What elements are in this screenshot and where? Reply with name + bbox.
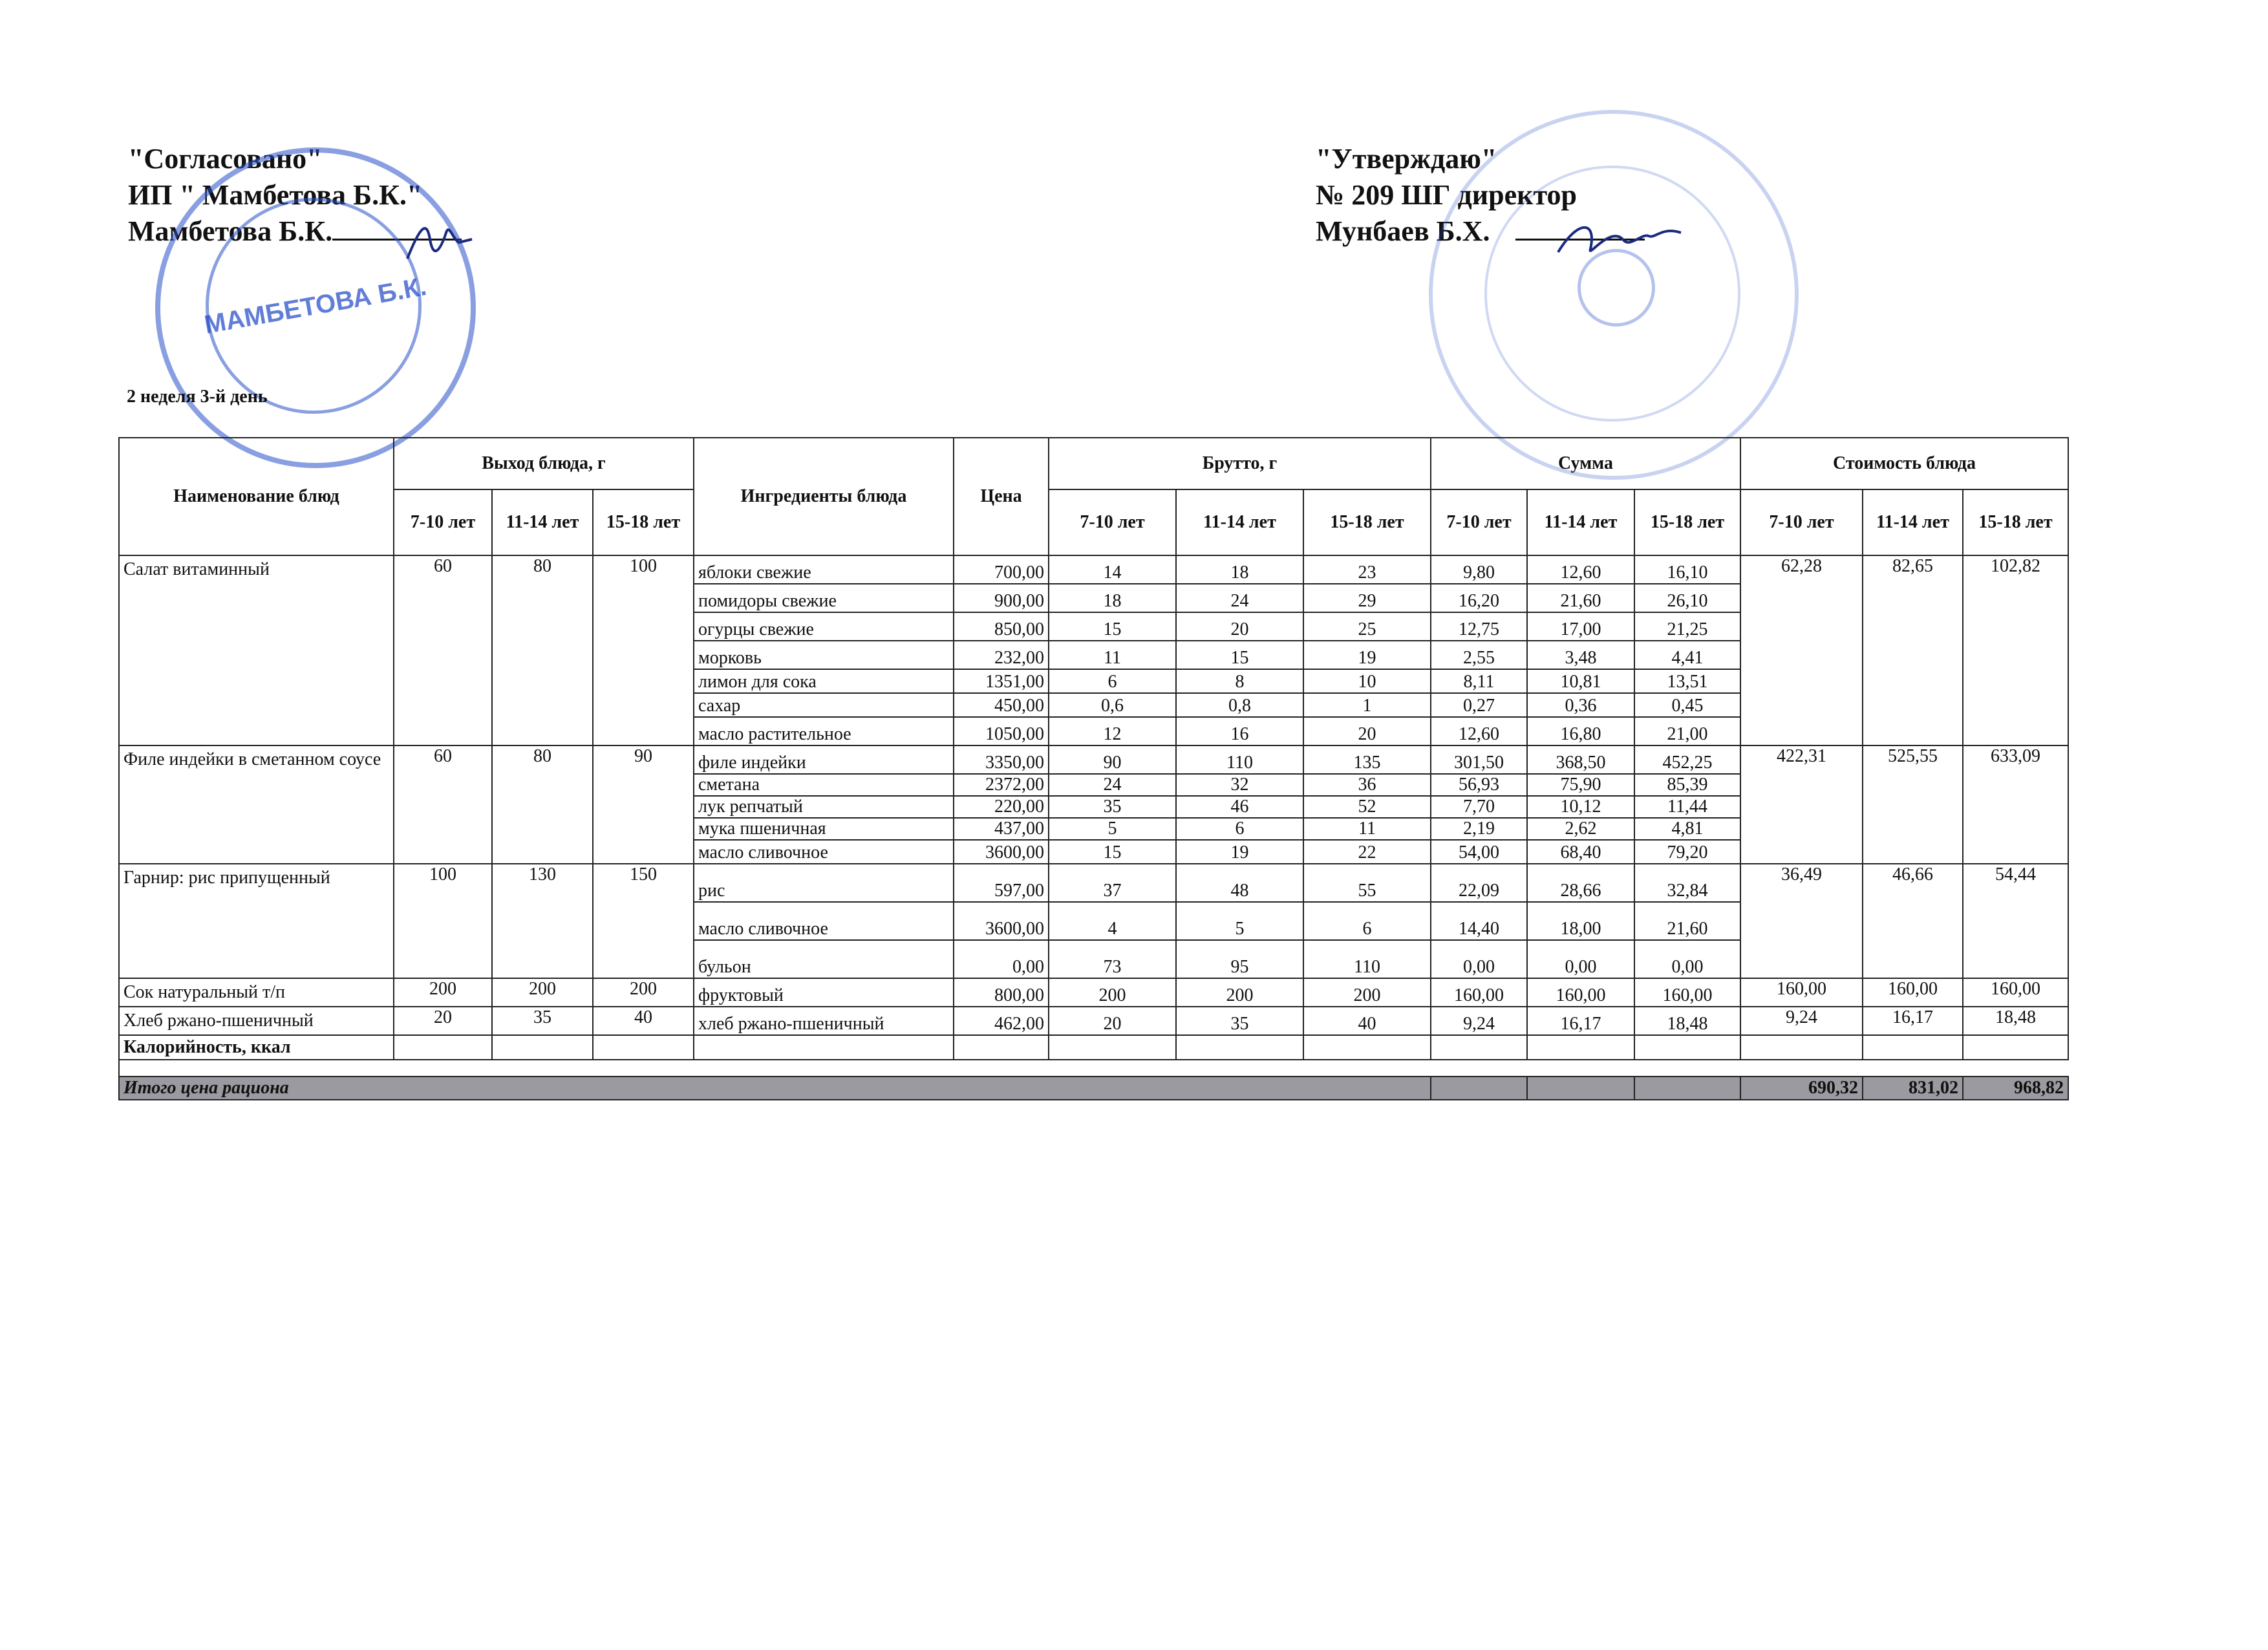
empty-cell <box>492 1035 593 1060</box>
ingredient-gross: 40 <box>1303 1007 1431 1035</box>
dish-cost: 54,44 <box>1963 864 2068 978</box>
dish-cost: 36,49 <box>1740 864 1863 978</box>
ingredient-sum: 21,60 <box>1634 902 1740 940</box>
ingredient-price: 597,00 <box>954 864 1049 902</box>
approval-left-signer-name: Мамбетова Б.К. <box>128 215 333 247</box>
approval-right-signer-name: Мунбаев Б.Х. <box>1316 215 1490 247</box>
header-row-1 <box>119 438 2068 489</box>
table-row <box>119 745 2068 774</box>
ingredient-gross: 16 <box>1176 717 1303 745</box>
header-age: 11-14 лет <box>1527 489 1634 555</box>
ingredient-gross: 95 <box>1176 940 1303 978</box>
dish-yield: 80 <box>492 745 593 864</box>
ingredient-sum: 75,90 <box>1527 774 1634 796</box>
header-age: 7-10 лет <box>1740 489 1863 555</box>
week-day-label: 2 неделя 3-й день <box>127 387 268 407</box>
ingredient-price: 1050,00 <box>954 717 1049 745</box>
ingredient-sum: 21,00 <box>1634 717 1740 745</box>
ingredient-sum: 368,50 <box>1527 745 1634 774</box>
header-gross: Брутто, г <box>1049 438 1431 489</box>
empty-cell <box>1431 1077 1527 1100</box>
total-label: Итого цена рациона <box>119 1077 1431 1100</box>
empty-cell <box>1863 1060 1963 1077</box>
ingredient-gross: 35 <box>1049 796 1176 818</box>
ingredient-name: лимон для сока <box>694 669 954 693</box>
ingredient-sum: 12,60 <box>1527 555 1634 584</box>
spacer-row <box>119 1060 2068 1077</box>
empty-cell <box>1176 1035 1303 1060</box>
ingredient-sum: 21,60 <box>1527 584 1634 612</box>
ingredient-sum: 7,70 <box>1431 796 1527 818</box>
ingredient-gross: 8 <box>1176 669 1303 693</box>
dish-cost: 160,00 <box>1863 978 1963 1007</box>
ingredient-gross: 4 <box>1049 902 1176 940</box>
ingredient-gross: 48 <box>1176 864 1303 902</box>
header-age: 11-14 лет <box>492 489 593 555</box>
ingredient-gross: 15 <box>1049 840 1176 864</box>
ingredient-gross: 18 <box>1176 555 1303 584</box>
ingredient-price: 900,00 <box>954 584 1049 612</box>
empty-cell <box>1431 1035 1527 1060</box>
ingredient-price: 3350,00 <box>954 745 1049 774</box>
ingredient-gross: 12 <box>1049 717 1176 745</box>
ingredient-name: хлеб ржано-пшеничный <box>694 1007 954 1035</box>
ingredient-gross: 18 <box>1049 584 1176 612</box>
ingredient-sum: 16,17 <box>1527 1007 1634 1035</box>
ingredient-price: 850,00 <box>954 612 1049 641</box>
total-value: 831,02 <box>1863 1077 1963 1100</box>
ingredient-price: 0,00 <box>954 940 1049 978</box>
dish-cost: 160,00 <box>1963 978 2068 1007</box>
dish-yield: 200 <box>492 978 593 1007</box>
total-value: 690,32 <box>1740 1077 1863 1100</box>
ingredient-price: 450,00 <box>954 693 1049 717</box>
ingredient-name: масло растительное <box>694 717 954 745</box>
ingredient-gross: 200 <box>1049 978 1176 1007</box>
empty-cell <box>593 1035 694 1060</box>
ingredient-gross: 90 <box>1049 745 1176 774</box>
dish-yield: 200 <box>394 978 492 1007</box>
dish-cost: 18,48 <box>1963 1007 2068 1035</box>
ingredient-gross: 35 <box>1176 1007 1303 1035</box>
ingredient-name: сметана <box>694 774 954 796</box>
empty-cell <box>954 1035 1049 1060</box>
menu-table <box>118 437 2069 1100</box>
ingredient-name: масло сливочное <box>694 840 954 864</box>
empty-cell <box>1049 1035 1176 1060</box>
header-age: 7-10 лет <box>1049 489 1176 555</box>
ingredient-gross: 15 <box>1176 641 1303 669</box>
ingredient-price: 462,00 <box>954 1007 1049 1035</box>
ingredient-gross: 73 <box>1049 940 1176 978</box>
ingredient-sum: 13,51 <box>1634 669 1740 693</box>
signature-left <box>401 213 478 272</box>
ingredient-gross: 55 <box>1303 864 1431 902</box>
header-age: 7-10 лет <box>1431 489 1527 555</box>
ingredient-sum: 10,12 <box>1527 796 1634 818</box>
dish-yield: 150 <box>593 864 694 978</box>
ingredient-gross: 5 <box>1176 902 1303 940</box>
header-sum: Сумма <box>1431 438 1740 489</box>
header-dish-cost: Стоимость блюда <box>1740 438 2068 489</box>
table-row <box>119 978 2068 1007</box>
header-price: Цена <box>954 438 1049 555</box>
ingredient-sum: 0,00 <box>1431 940 1527 978</box>
ingredient-price: 232,00 <box>954 641 1049 669</box>
dish-cost: 16,17 <box>1863 1007 1963 1035</box>
empty-cell <box>1634 1077 1740 1100</box>
ingredient-gross: 11 <box>1303 818 1431 840</box>
ingredient-sum: 56,93 <box>1431 774 1527 796</box>
ingredient-sum: 160,00 <box>1431 978 1527 1007</box>
table-row <box>119 864 2068 902</box>
dish-yield: 60 <box>394 745 492 864</box>
empty-cell <box>1740 1060 1863 1077</box>
ingredient-sum: 301,50 <box>1431 745 1527 774</box>
empty-cell <box>1527 1077 1634 1100</box>
seal-stamp-left <box>155 147 476 468</box>
ingredient-sum: 26,10 <box>1634 584 1740 612</box>
ingredient-name: фруктовый <box>694 978 954 1007</box>
ingredient-gross: 11 <box>1049 641 1176 669</box>
ingredient-price: 700,00 <box>954 555 1049 584</box>
ingredient-sum: 0,00 <box>1634 940 1740 978</box>
dish-cost: 102,82 <box>1963 555 2068 745</box>
header-age: 15-18 лет <box>1963 489 2068 555</box>
header-age: 11-14 лет <box>1176 489 1303 555</box>
menu-table-body <box>119 555 2068 1100</box>
ingredient-name: мука пшеничная <box>694 818 954 840</box>
header-age: 11-14 лет <box>1863 489 1963 555</box>
ingredient-price: 437,00 <box>954 818 1049 840</box>
approval-right-position: № 209 ШГ директор <box>1316 179 1577 211</box>
ingredient-sum: 4,81 <box>1634 818 1740 840</box>
empty-cell <box>694 1035 954 1060</box>
approval-left-title: "Согласовано" <box>128 143 323 175</box>
calories-row <box>119 1035 2068 1060</box>
ingredient-sum: 28,66 <box>1527 864 1634 902</box>
total-row <box>119 1077 2068 1100</box>
ingredient-gross: 10 <box>1303 669 1431 693</box>
empty-cell <box>1303 1035 1431 1060</box>
dish-name: Салат витаминный <box>119 555 394 745</box>
dish-yield: 60 <box>394 555 492 745</box>
ingredient-sum: 11,44 <box>1634 796 1740 818</box>
ingredient-gross: 24 <box>1049 774 1176 796</box>
ingredient-gross: 52 <box>1303 796 1431 818</box>
ingredient-sum: 16,80 <box>1527 717 1634 745</box>
ingredient-gross: 29 <box>1303 584 1431 612</box>
ingredient-sum: 22,09 <box>1431 864 1527 902</box>
empty-cell <box>1634 1035 1740 1060</box>
signature-right <box>1552 213 1694 265</box>
ingredient-sum: 9,24 <box>1431 1007 1527 1035</box>
dish-cost: 62,28 <box>1740 555 1863 745</box>
ingredient-gross: 6 <box>1176 818 1303 840</box>
ingredient-sum: 0,00 <box>1527 940 1634 978</box>
ingredient-sum: 160,00 <box>1634 978 1740 1007</box>
header-ingredients: Ингредиенты блюда <box>694 438 954 555</box>
header-yield: Выход блюда, г <box>394 438 694 489</box>
ingredient-name: рис <box>694 864 954 902</box>
ingredient-sum: 14,40 <box>1431 902 1527 940</box>
ingredient-sum: 85,39 <box>1634 774 1740 796</box>
ingredient-gross: 5 <box>1049 818 1176 840</box>
calories-label: Калорийность, ккал <box>119 1035 394 1060</box>
ingredient-gross: 19 <box>1176 840 1303 864</box>
total-value: 968,82 <box>1963 1077 2068 1100</box>
ingredient-gross: 135 <box>1303 745 1431 774</box>
ingredient-sum: 0,36 <box>1527 693 1634 717</box>
ingredient-sum: 16,10 <box>1634 555 1740 584</box>
ingredient-sum: 12,75 <box>1431 612 1527 641</box>
dish-yield: 20 <box>394 1007 492 1035</box>
ingredient-price: 3600,00 <box>954 902 1049 940</box>
ingredient-price: 800,00 <box>954 978 1049 1007</box>
empty-cell <box>1863 1035 1963 1060</box>
ingredient-gross: 24 <box>1176 584 1303 612</box>
ingredient-gross: 32 <box>1176 774 1303 796</box>
ingredient-name: масло сливочное <box>694 902 954 940</box>
ingredient-gross: 20 <box>1049 1007 1176 1035</box>
ingredient-sum: 3,48 <box>1527 641 1634 669</box>
empty-cell <box>394 1035 492 1060</box>
dish-cost: 82,65 <box>1863 555 1963 745</box>
ingredient-gross: 200 <box>1176 978 1303 1007</box>
dish-cost: 46,66 <box>1863 864 1963 978</box>
ingredient-sum: 9,80 <box>1431 555 1527 584</box>
ingredient-gross: 19 <box>1303 641 1431 669</box>
ingredient-sum: 0,45 <box>1634 693 1740 717</box>
header-row-2 <box>119 489 2068 555</box>
dish-cost: 160,00 <box>1740 978 1863 1007</box>
ingredient-gross: 36 <box>1303 774 1431 796</box>
ingredient-sum: 18,00 <box>1527 902 1634 940</box>
dish-yield: 100 <box>394 864 492 978</box>
ingredient-sum: 8,11 <box>1431 669 1527 693</box>
ingredient-gross: 0,8 <box>1176 693 1303 717</box>
approval-left-org: ИП " Мамбетова Б.К." <box>128 179 423 211</box>
ingredient-sum: 2,55 <box>1431 641 1527 669</box>
empty-cell <box>1963 1035 2068 1060</box>
dish-cost: 525,55 <box>1863 745 1963 864</box>
ingredient-sum: 4,41 <box>1634 641 1740 669</box>
approval-right-title: "Утверждаю" <box>1316 143 1497 175</box>
dish-yield: 100 <box>593 555 694 745</box>
dish-cost: 9,24 <box>1740 1007 1863 1035</box>
ingredient-gross: 110 <box>1176 745 1303 774</box>
ingredient-sum: 12,60 <box>1431 717 1527 745</box>
ingredient-price: 220,00 <box>954 796 1049 818</box>
header-age: 7-10 лет <box>394 489 492 555</box>
ingredient-name: огурцы свежие <box>694 612 954 641</box>
dish-name: Хлеб ржано-пшеничный <box>119 1007 394 1035</box>
ingredient-sum: 32,84 <box>1634 864 1740 902</box>
empty-cell <box>1527 1035 1634 1060</box>
empty-cell <box>1963 1060 2068 1077</box>
ingredient-sum: 16,20 <box>1431 584 1527 612</box>
ingredient-sum: 79,20 <box>1634 840 1740 864</box>
ingredient-sum: 452,25 <box>1634 745 1740 774</box>
ingredient-name: филе индейки <box>694 745 954 774</box>
ingredient-gross: 14 <box>1049 555 1176 584</box>
header-age: 15-18 лет <box>1303 489 1431 555</box>
ingredient-gross: 23 <box>1303 555 1431 584</box>
dish-cost: 633,09 <box>1963 745 2068 864</box>
ingredient-sum: 54,00 <box>1431 840 1527 864</box>
dish-yield: 35 <box>492 1007 593 1035</box>
ingredient-gross: 6 <box>1049 669 1176 693</box>
ingredient-name: яблоки свежие <box>694 555 954 584</box>
ingredient-sum: 0,27 <box>1431 693 1527 717</box>
ingredient-sum: 68,40 <box>1527 840 1634 864</box>
ingredient-price: 1351,00 <box>954 669 1049 693</box>
ingredient-gross: 200 <box>1303 978 1431 1007</box>
table-row <box>119 1007 2068 1035</box>
ingredient-price: 2372,00 <box>954 774 1049 796</box>
header-age: 15-18 лет <box>1634 489 1740 555</box>
ingredient-sum: 2,62 <box>1527 818 1634 840</box>
ingredient-price: 3600,00 <box>954 840 1049 864</box>
table-row <box>119 555 2068 584</box>
ingredient-gross: 20 <box>1176 612 1303 641</box>
ingredient-gross: 37 <box>1049 864 1176 902</box>
ingredient-sum: 2,19 <box>1431 818 1527 840</box>
ingredient-gross: 22 <box>1303 840 1431 864</box>
ingredient-gross: 15 <box>1049 612 1176 641</box>
ingredient-gross: 0,6 <box>1049 693 1176 717</box>
ingredient-sum: 21,25 <box>1634 612 1740 641</box>
dish-cost: 422,31 <box>1740 745 1863 864</box>
dish-yield: 40 <box>593 1007 694 1035</box>
empty-cell <box>119 1060 1740 1077</box>
seal-text: МАМБЕТОВА Б.К. <box>202 272 429 339</box>
ingredient-sum: 10,81 <box>1527 669 1634 693</box>
header-dish-name: Наименование блюд <box>119 438 394 555</box>
ingredient-gross: 46 <box>1176 796 1303 818</box>
ingredient-name: морковь <box>694 641 954 669</box>
dish-name: Гарнир: рис припущенный <box>119 864 394 978</box>
dish-yield: 90 <box>593 745 694 864</box>
ingredient-gross: 20 <box>1303 717 1431 745</box>
ingredient-name: сахар <box>694 693 954 717</box>
ingredient-gross: 110 <box>1303 940 1431 978</box>
ingredient-sum: 160,00 <box>1527 978 1634 1007</box>
ingredient-name: помидоры свежие <box>694 584 954 612</box>
ingredient-gross: 6 <box>1303 902 1431 940</box>
header-age: 15-18 лет <box>593 489 694 555</box>
ingredient-gross: 25 <box>1303 612 1431 641</box>
dish-yield: 200 <box>593 978 694 1007</box>
ingredient-sum: 17,00 <box>1527 612 1634 641</box>
ingredient-sum: 18,48 <box>1634 1007 1740 1035</box>
dish-name: Сок натуральный т/п <box>119 978 394 1007</box>
dish-yield: 130 <box>492 864 593 978</box>
empty-cell <box>1740 1035 1863 1060</box>
ingredient-gross: 1 <box>1303 693 1431 717</box>
dish-yield: 80 <box>492 555 593 745</box>
ingredient-name: бульон <box>694 940 954 978</box>
dish-name: Филе индейки в сметанном соусе <box>119 745 394 864</box>
ingredient-name: лук репчатый <box>694 796 954 818</box>
